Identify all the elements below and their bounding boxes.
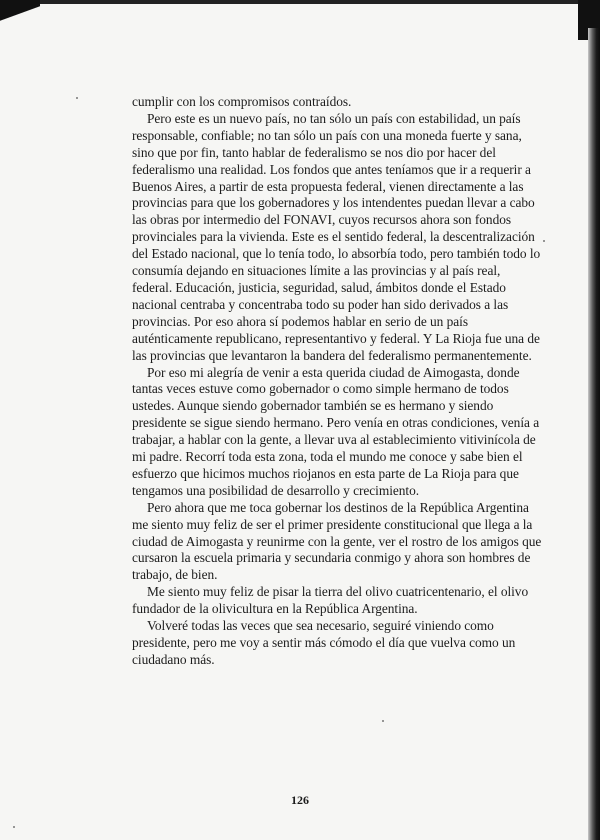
- scan-speck: [382, 720, 384, 722]
- paragraph: Pero este es un nuevo país, no tan sólo un país con estabilidad, un país responsable, confiable; no tan sólo un país con una moneda fuerte y sana, sino que por fin, tanto hablar de federalismo se nos dio por hacer del federalismo una realidad. Los fondos que antes teníamos que ir a requerir a Buenos Aires, a partir de esta propuesta federal, vienen directamente a las provincias para que los gobernadores y los intendentes puedan llevar a cabo las obras por intermedio del FONAVI, cuyos recursos ahora son fondos provinciales para la vivienda. Este es el sentido federal, la descentralización del Estado nacional, que lo tenía todo, lo absorbía todo, pero también todo lo consumía dejando en situaciones límite a las provincias y al país real, federal. Educación, justicia, seguridad, salud, ámbitos donde el Estado nacional centraba y concentraba todo su poder han sido derivados a las provincias. Por eso ahora sí podemos hablar en serio de un país auténticamente republicano, representantivo y federal. Y La Rioja fue una de las provincias que levantaron la bandera del federalismo permanentemente.: [132, 110, 541, 363]
- paragraph: Volveré todas las veces que sea necesario, seguiré viniendo como presidente, pero me voy a sentir más cómodo el día que vuelva como un ciudadano más.: [132, 618, 516, 667]
- scan-speck: [76, 97, 78, 99]
- body-text: [132, 94, 542, 669]
- paragraph: Por eso mi alegría de venir a esta querida ciudad de Aimogasta, donde tantas veces estuve como gobernador o como simple hermano de todos ustedes. Aunque siendo gobernador también se es hermano y siendo presidente se sigue siendo hermano. Pero venía en otras condiciones, venía a trabajar, a hablar con la gente, a llevar uva al establecimiento vitivinícola de mi padre. Recorrí toda esta zona, toda el mundo me conoce y sabe bien el esfuerzo que hicimos muchos riojanos en esta parte de La Rioja para que tengamos una posibilidad de desarrollo y crecimiento.: [132, 364, 540, 498]
- scan-speck: [543, 240, 545, 242]
- paragraph: Pero ahora que me toca gobernar los destinos de la República Argentina me siento muy feliz de ser el primer presidente constitucional que llega a la ciudad de Aimogasta y reunirme con la gente, ver el rostro de los amigos que cursaron la escuela primaria y secundaria conmigo y ahora son hombres de trabajo, de bien.: [132, 499, 542, 583]
- scan-speck: [13, 826, 15, 828]
- paragraph: cumplir con los compromisos contraídos.: [132, 94, 352, 109]
- page-number: 126: [291, 793, 309, 807]
- scan-top-edge: [0, 0, 600, 4]
- paragraph: Me siento muy feliz de pisar la tierra del olivo cuatricentenario, el olivo fundador de la olivicultura en la República Argentina.: [132, 584, 529, 617]
- scan-corner-shadow: [0, 0, 40, 44]
- scan-right-edge: [588, 28, 600, 840]
